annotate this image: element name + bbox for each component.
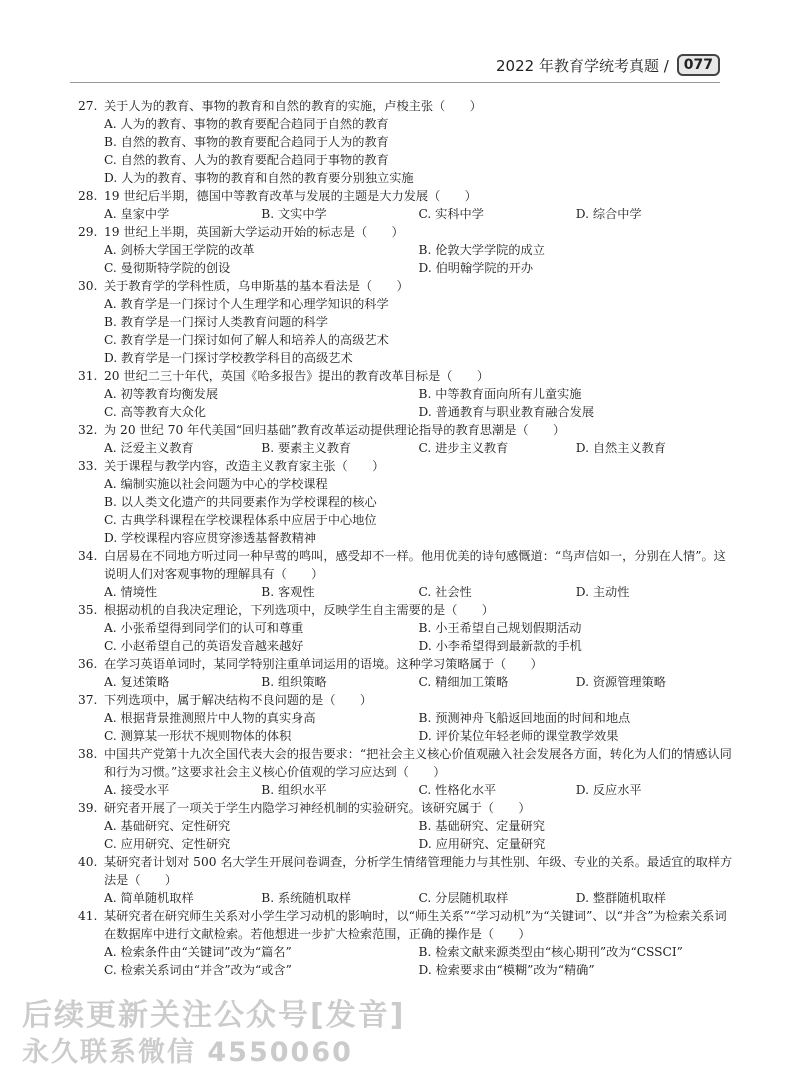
question-text: 关于课程与教学内容，改造主义教育家主张（ ） [104,459,385,473]
answer-option: B. 自然的教育、事物的教育要配合趋同于人为的教育 [104,135,389,149]
question-text: 关于教育学的学科性质，乌申斯基的基本看法是（ ） [104,279,409,293]
answer-option: D. 评价某位年轻老师的课堂教学效果 [418,729,619,743]
question-stem [78,691,733,709]
question-stem [78,799,733,817]
answer-option: B. 客观性 [261,585,315,599]
question-stem [78,547,733,583]
answer-option: A. 情境性 [104,585,158,599]
watermark-line-1: 后续更新关注公众号[发音] [22,998,406,1033]
answer-option: A. 简单随机取样 [104,891,194,905]
answer-options [78,205,733,223]
answer-option: A. 接受水平 [104,783,170,797]
answer-option: D. 资源管理策略 [575,675,666,689]
question-number: 35. [78,603,98,617]
answer-option: B. 教育学是一门探讨人类教育问题的科学 [104,315,328,329]
answer-option: B. 中等教育面向所有儿童实施 [418,387,582,401]
question-stem [78,457,733,475]
answer-option: D. 小李希望得到最新款的手机 [418,639,582,653]
question-number: 31. [78,369,98,383]
answer-option: A. 初等教育均衡发展 [104,387,219,401]
answer-options [78,817,733,853]
answer-options [78,385,733,421]
answer-options [78,583,733,601]
answer-option: D. 检索要求由“模糊”改为“精确” [418,963,595,977]
question-text: 中国共产党第十九次全国代表大会的报告要求：“把社会主义核心价值观融入社会发展各方面，转化为人们的情感认同和行为习惯。”这要求社会主义核心价值观的学习应达到（ ） [104,747,732,779]
question-number: 36. [78,657,98,671]
answer-option: D. 整群随机取样 [575,891,666,905]
question-text: 某研究者在研究师生关系对小学生学习动机的影响时，以“师生关系”“学习动机”为“关键词”、以“并含”为检索关系词在数据库中进行文献检索。若他想进一步扩大检索范围，正确的操作是（ ） [104,909,727,941]
question-text: 关于人为的教育、事物的教育和自然的教育的实施，卢梭主张（ ） [104,99,482,113]
answer-option: A. 泛爱主义教育 [104,441,194,455]
question-number: 27. [78,99,98,113]
question-stem [78,97,733,115]
question-28 [78,187,733,223]
question-text: 在学习英语单词时，某同学特别注重单词运用的语境。这种学习策略属于（ ） [104,657,543,671]
question-text: 20 世纪二三十年代，英国《哈多报告》提出的教育改革目标是（ ） [104,369,490,383]
question-stem [78,277,733,295]
question-35 [78,601,733,655]
answer-option: A. 根据背景推测照片中人物的真实身高 [104,711,316,725]
header-divider [70,82,720,83]
question-number: 30. [78,279,98,293]
question-39 [78,799,733,853]
answer-options [78,475,733,547]
answer-option: C. 曼彻斯特学院的创设 [104,261,231,275]
answer-options [78,439,733,457]
question-number: 33. [78,459,98,473]
question-stem [78,367,733,385]
answer-options [78,619,733,655]
answer-options [78,889,733,907]
page-number-badge: 077 [677,54,720,76]
answer-option: D. 自然主义教育 [575,441,666,455]
question-31 [78,367,733,421]
question-number: 41. [78,909,98,923]
question-36 [78,655,733,691]
answer-option: A. 检索条件由“关键词”改为“篇名” [104,945,292,959]
answer-option: D. 普通教育与职业教育融合发展 [418,405,595,419]
question-30 [78,277,733,367]
answer-option: A. 编制实施以社会问题为中心的学校课程 [104,477,328,491]
question-number: 28. [78,189,98,203]
answer-option: D. 应用研究、定量研究 [418,837,546,851]
question-34 [78,547,733,601]
answer-option: D. 综合中学 [575,207,642,221]
answer-option: B. 预测神舟飞船返回地面的时间和地点 [418,711,631,725]
answer-option: C. 性格化水平 [418,783,497,797]
answer-option: B. 伦敦大学学院的成立 [418,243,545,257]
question-stem [78,421,733,439]
question-number: 32. [78,423,98,437]
question-38 [78,745,733,799]
answer-option: A. 人为的教育、事物的教育要配合趋同于自然的教育 [104,117,389,131]
question-number: 37. [78,693,98,707]
question-text: 19 世纪后半期，德国中等教育改革与发展的主题是大力发展（ ） [104,189,477,203]
answer-option: D. 学校课程内容应贯穿渗透基督教精神 [104,531,317,545]
question-text: 研究者开展了一项关于学生内隐学习神经机制的实验研究。该研究属于（ ） [104,801,531,815]
question-text: 19 世纪上半期，英国新大学运动开始的标志是（ ） [104,225,404,239]
answer-option: D. 人为的教育、事物的教育和自然的教育要分别独立实施 [104,171,414,185]
answer-options [78,709,733,745]
question-number: 34. [78,549,98,563]
answer-option: A. 小张希望得到同学们的认可和尊重 [104,621,304,635]
answer-option: D. 伯明翰学院的开办 [418,261,534,275]
question-number: 40. [78,855,98,869]
answer-option: B. 组织策略 [261,675,327,689]
answer-option: C. 实科中学 [418,207,484,221]
answer-option: C. 高等教育大众化 [104,405,206,419]
question-number: 38. [78,747,98,761]
answer-option: C. 社会性 [418,585,472,599]
answer-option: C. 古典学科课程在学校课程体系中应居于中心地位 [104,513,377,527]
question-list [78,97,733,979]
question-stem [78,601,733,619]
answer-option: C. 检索关系词由“并含”改为“或含” [104,963,292,977]
answer-option: B. 文实中学 [261,207,327,221]
question-stem [78,745,733,781]
answer-option: C. 自然的教育、人为的教育要配合趋同于事物的教育 [104,153,389,167]
answer-options [78,295,733,367]
answer-option: A. 皇家中学 [104,207,170,221]
answer-option: A. 复述策略 [104,675,170,689]
answer-option: A. 教育学是一门探讨个人生理学和心理学知识的科学 [104,297,389,311]
answer-option: B. 组织水平 [261,783,327,797]
answer-option: D. 主动性 [575,585,630,599]
question-stem [78,853,733,889]
question-stem [78,187,733,205]
answer-options [78,115,733,187]
answer-option: C. 测算某一形状不规则物体的体积 [104,729,292,743]
question-37 [78,691,733,745]
answer-option: C. 应用研究、定性研究 [104,837,231,851]
answer-option: C. 分层随机取样 [418,891,509,905]
answer-options [78,673,733,691]
question-text: 为 20 世纪 70 年代美国“回归基础”教育改革运动提供理论指导的教育思潮是（ ） [104,423,566,437]
answer-option: B. 检索文献来源类型由“核心期刊”改为“CSSCI” [418,945,683,959]
question-text: 根据动机的自我决定理论，下列选项中，反映学生自主需要的是（ ） [104,603,494,617]
question-40 [78,853,733,907]
watermark-line-2: 永久联系微信 4550060 [22,1037,353,1068]
page-header [496,52,720,78]
answer-option: D. 反应水平 [575,783,642,797]
question-41 [78,907,733,979]
answer-option: A. 剑桥大学国王学院的改革 [104,243,255,257]
question-32 [78,421,733,457]
header-title: 2022 年教育学统考真题 / [496,56,669,75]
question-text: 某研究者计划对 500 名大学生开展问卷调查，分析学生情绪管理能力与其性别、年级、专业的关系。最适宜的取样方法是（ ） [104,855,733,887]
question-33 [78,457,733,547]
question-27 [78,97,733,187]
question-number: 39. [78,801,98,815]
answer-option: A. 基础研究、定性研究 [104,819,231,833]
answer-option: C. 教育学是一门探讨如何了解人和培养人的高级艺术 [104,333,389,347]
answer-option: B. 以人类文化遗产的共同要素作为学校课程的核心 [104,495,377,509]
question-stem [78,907,733,943]
question-stem [78,655,733,673]
answer-option: D. 教育学是一门探讨学校教学科目的高级艺术 [104,351,353,365]
question-stem [78,223,733,241]
answer-options [78,241,733,277]
answer-option: C. 小赵希望自己的英语发音越来越好 [104,639,304,653]
question-text: 白居易在不同地方听过同一种早莺的鸣叫，感受却不一样。他用优美的诗句感慨道：“鸟声信如一，分别在人情”。这说明人们对客观事物的理解具有（ ） [104,549,726,581]
question-29 [78,223,733,277]
answer-option: B. 系统随机取样 [261,891,352,905]
answer-options [78,781,733,799]
answer-option: C. 精细加工策略 [418,675,509,689]
answer-option: B. 基础研究、定量研究 [418,819,545,833]
answer-option: B. 小王希望自己规划假期活动 [418,621,582,635]
answer-option: B. 要素主义教育 [261,441,352,455]
answer-option: C. 进步主义教育 [418,441,509,455]
question-text: 下列选项中，属于解决结构不良问题的是（ ） [104,693,373,707]
answer-options [78,943,733,979]
question-number: 29. [78,225,98,239]
